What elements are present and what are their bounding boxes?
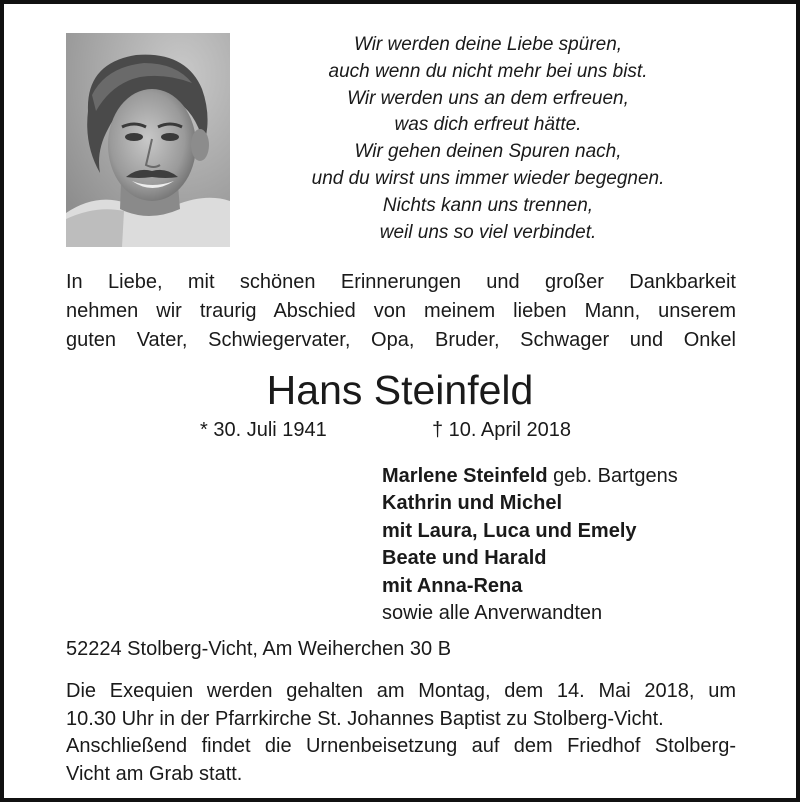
spouse-maiden-name: geb. Bartgens xyxy=(547,465,678,487)
death-date: † 10. April 2018 xyxy=(432,419,571,441)
intro-line: guten Vater, Schwiegervater, Opa, Bruder, Schwager und Onkel xyxy=(66,329,736,351)
intro-line: In Liebe, mit schönen Erinnerungen und großer Dankbarkeit xyxy=(66,271,736,293)
funeral-line: 10.30 Uhr in der Pfarrkirche St. Johannes Baptist zu Stolberg-Vicht. xyxy=(66,707,664,730)
birth-date: * 30. Juli 1941 xyxy=(200,419,327,441)
intro-paragraph xyxy=(66,268,736,355)
memorial-poem xyxy=(252,32,724,246)
poem-line: und du wirst uns immer wieder begegnen. xyxy=(311,167,665,189)
mourner-line: sowie alle Anverwandten xyxy=(382,602,603,625)
poem-line: Wir gehen deinen Spuren nach, xyxy=(354,141,622,163)
mourners-list xyxy=(382,463,678,627)
poem-line: Nichts kann uns trennen, xyxy=(382,194,594,216)
poem-line: auch wenn du nicht mehr bei uns bist. xyxy=(328,60,648,82)
mourner-line: Kathrin und Michel xyxy=(382,492,562,515)
funeral-line: Die Exequien werden gehalten am Montag, dem 14. Mai 2018, um xyxy=(66,680,736,702)
spouse-name: Marlene Steinfeld xyxy=(382,465,548,487)
mourner-line: mit Anna-Rena xyxy=(382,574,523,597)
portrait-image xyxy=(66,33,230,247)
poem-line: weil uns so viel verbindet. xyxy=(379,221,597,243)
funeral-line: Vicht am Grab statt. xyxy=(66,762,243,785)
poem-line: Wir werden deine Liebe spüren, xyxy=(353,34,623,55)
mourner-line xyxy=(382,463,678,490)
portrait-photo xyxy=(66,33,230,247)
funeral-line: Anschließend findet die Urnenbeisetzung auf dem Friedhof Stolberg- xyxy=(66,735,736,757)
mourner-line: mit Laura, Luca und Emely xyxy=(382,519,637,542)
funeral-details xyxy=(66,678,736,788)
deceased-name: Hans Steinfeld xyxy=(266,367,534,413)
poem-line: was dich erfreut hätte. xyxy=(394,114,582,136)
intro-line: nehmen wir traurig Abschied von meinem lieben Mann, unserem xyxy=(66,300,736,322)
poem-line: Wir werden uns an dem erfreuen, xyxy=(347,87,629,109)
mourner-line: Beate und Harald xyxy=(382,547,547,570)
family-address: 52224 Stolberg-Vicht, Am Weiherchen 30 B xyxy=(66,638,452,660)
